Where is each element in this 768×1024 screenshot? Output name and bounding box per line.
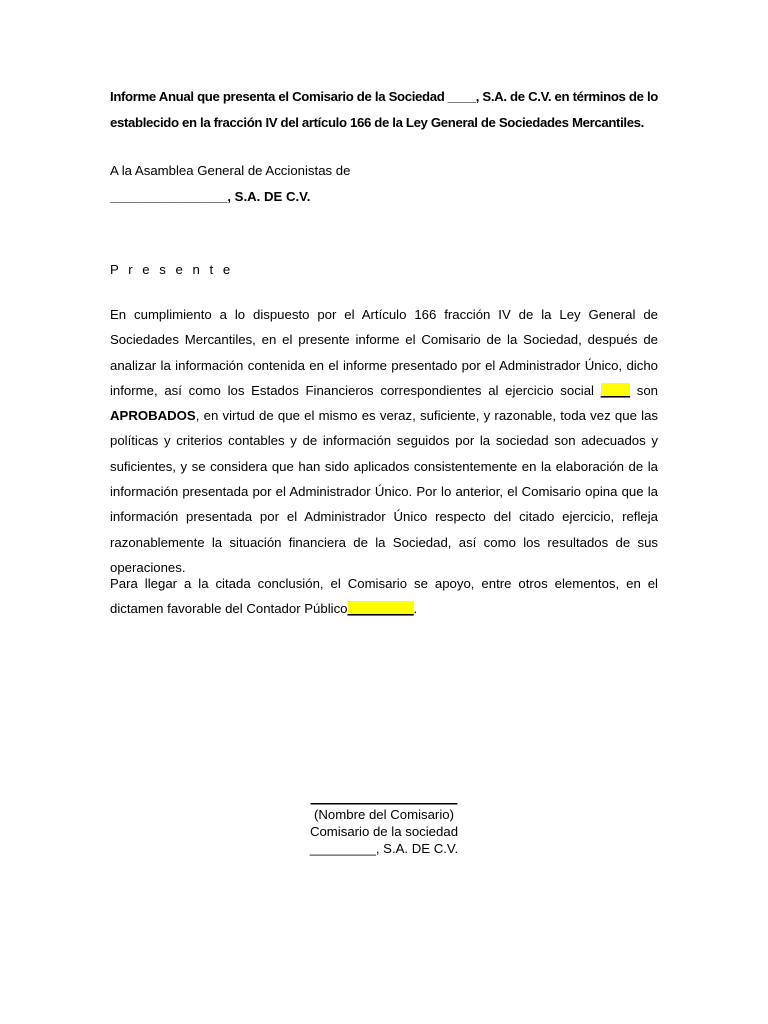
addressee-block <box>110 158 658 210</box>
commissioner-company: _________, S.A. DE C.V. <box>309 841 459 856</box>
paragraph-main-text-3: , en virtud de que el mismo es veraz, suficiente, y razonable, toda vez que las políticas y criterios contables y de información seguidos por la sociedad son adecuados y suficientes, y se considera que han sido aplicados consistentemente en la elaboración de la información presentada por el Administrador Único. Por lo anterior, el Comisario opina que la información presentada por el Administrador Único respecto del citado ejercicio, refleja razonablemente la situación financiera de la Sociedad, así como los resultados de sus operaciones. <box>110 408 658 575</box>
signature-line: ____________________ <box>310 790 458 805</box>
paragraph-conclusion-text-1: Para llegar a la citada conclusión, el Comisario se apoyo, entre otros elementos, en el dictamen favorable del Contador Público <box>110 576 658 617</box>
salutation: P r e s e n t e <box>110 262 234 277</box>
commissioner-role: Comisario de la sociedad <box>309 824 459 839</box>
addressee-company: ________________, S.A. DE C.V. <box>110 189 311 204</box>
paragraph-main <box>110 302 658 580</box>
addressee-line: A la Asamblea General de Accionistas de <box>110 163 351 178</box>
fiscal-year-blank: ____ <box>600 382 631 398</box>
signature-block <box>284 789 484 857</box>
commissioner-name: (Nombre del Comisario) <box>314 807 454 822</box>
paragraph-conclusion <box>110 571 658 622</box>
approved-word: APROBADOS <box>110 408 196 424</box>
document-title: Informe Anual que presenta el Comisario de la Sociedad ____, S.A. de C.V. en términos de lo establecido en la fracción IV del artículo 166 de la Ley General de Sociedades Mercantiles. <box>110 89 658 130</box>
paragraph-main-text-1: En cumplimiento a lo dispuesto por el Artículo 166 fracción IV de la Ley General de Sociedades Mercantiles, en el presente informe el Comisario de la Sociedad, después de analizar la información contenida en el informe presentado por el Administrador Único, dicho informe, así como los Estados Financieros correspondientes al ejercicio social <box>110 307 658 398</box>
paragraph-main-text-2: son <box>630 382 658 398</box>
paragraph-conclusion-text-2: . <box>413 601 418 617</box>
accountant-blank: _________ <box>347 601 414 617</box>
